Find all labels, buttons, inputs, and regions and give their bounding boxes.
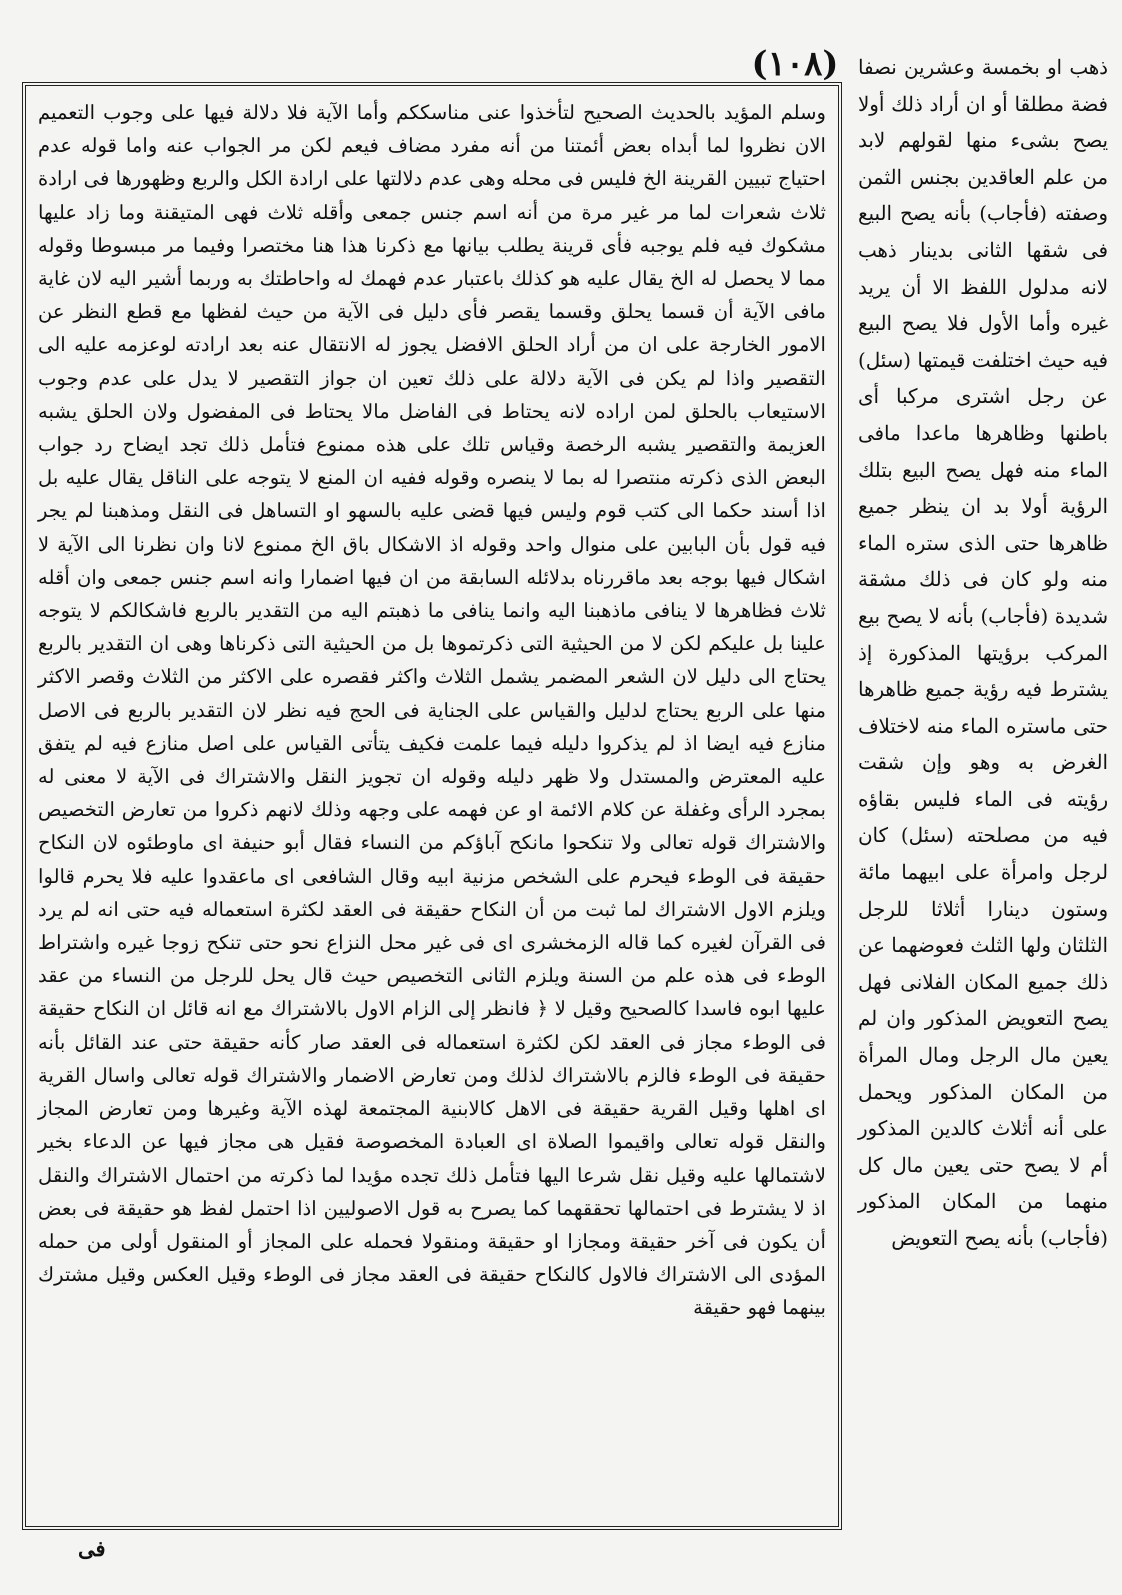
- main-text-frame: [22, 82, 842, 1530]
- page-number: (١٠٨): [751, 44, 839, 84]
- margin-commentary: ذهب او بخمسة وعشرين نصفا فضة مطلقا أو ان أراد ذلك أولا يصح بشىء منها لقولهم لابد من علم العاقدين بجنس الثمن وصفته (فأجاب) بأنه يصح البيع فى شقها الثانى بدينار ذهب لانه مدلول اللفظ الا أن يريد غيره وأما الأول فلا يصح البيع فيه حيث اختلفت قيمتها (سئل) عن رجل اشترى مركبا أى باطنها وظاهرها ماعدا مافى الماء منه فهل يصح البيع بتلك الرؤية أولا بد ان ينظر جميع ظاهرها حتى الذى ستره الماء منه ولو كان فى ذلك مشقة شديدة (فأجاب) بأنه لا يصح بيع المركب برؤيتها المذكورة إذ يشترط فيه رؤية جميع ظاهرها حتى ماستره الماء منه لاختلاف الغرض به وهو وإن شقت رؤيته فى الماء فليس بقاؤه فيه من مصلحته (سئل) كان لرجل وامرأة على ابيهما مائة وستون دينارا أثلاثا للرجل الثلثان ولها الثلث فعوضهما عن ذلك جميع المكان الفلانى فهل يصح التعويض المذكور وان لم يعين مال الرجل ومال المرأة من المكان المذكور ويحمل على أنه أثلاث كالدين المذكور أم لا يصح حتى يعين مال كل منهما من المكان المذكور (فأجاب) بأنه يصح التعويض: [858, 56, 1108, 1250]
- main-catchword: فى: [78, 1536, 106, 1561]
- main-body-text: وسلم المؤيد بالحديث الصحيح لتأخذوا عنى مناسككم وأما الآية فلا دلالة فيها على وجوب التعميم الان نظروا لما أبداه بعض أئمتنا من أنه مفرد مضاف فيعم لكن مر الجواب عنه واما قوله عدم احتياج تبيين القرينة الخ فليس فى محله وهى عدم دلالتها على ارادة الكل والربع وظهورها فى ارادة ثلاث شعرات لما مر غير مرة من أنه اسم جنس جمعى وأقله ثلاث فهى المتيقنة وما زاد عليها مشكوك فيه فلم يوجبه فأى قرينة يطلب بيانها مع ذكرنا هذا هنا مختصرا وفيما مر مبسوطا وقوله مما لا يحصل له الخ يقال عليه هو كذلك باعتبار عدم فهمك له واحاطتك به وربما أشير اليه لان غاية مافى الآية أن قسما يحلق وقسما يقصر فأى دليل فى الآية من حيث لفظها مع قطع النظر عن الامور الخارجة على ان من أراد الحلق الافضل يجوز له الانتقال عنه بعد ارادته لوعزمه عليه الى التقصير واذا لم يكن فى الآية دلالة على ذلك تعين ان جواز التقصير لا يدل على عدم وجوب الاستيعاب بالحلق لمن اراده لانه يحتاط فى الفاضل مالا يحتاط فى المفضول ولان الحلق يشبه العزيمة والتقصير يشبه الرخصة وقياس تلك على هذه ممنوع فتأمل ذلك تجد ايضاح رد جواب البعض الذى ذكرته منتصرا له بما لا ينصره وقوله ففيه ان المنع لا يتوجه على الناقل يقال عليه بل اذا أسند حكما الى كتب قوم وليس فيها قضى عليه بالسهو او التساهل فى النقل ومذهبنا لم يجر فيه قول بأن البابين على منوال واحد وقوله اذ الاشكال باق الخ ممنوع لانا وان نظرنا الى الآية لا اشكال فيها بوجه بعد ماقررناه بدلائله السابقة من ان فيها اضمارا وانه اسم جنس جمعى وان أقله ثلاث فظاهرها لا ينافى ماذهبنا اليه وانما ينافى ما ذهبتم اليه من التقدير بالربع فاشكالكم لا يتوجه علينا بل عليكم لكن لا من الحيثية التى ذكرتموها بل من الحيثية التى ذكرناها وهى ان التقدير بالربع يحتاج الى دليل لان الشعر المضمر يشمل الثلاث واكثر فقصره على الاكثر من الثلاث وقصر الاكثر منها على الربع يحتاج لدليل والقياس على الجناية فى الحج فيه نظر لان التقدير بالربع فى الاصل منازع فيه ايضا اذ لم يذكروا دليله فيما علمت فكيف يتأتى القياس على اصل منازع فيه لم يتفق عليه المعترض والمستدل ولا ظهر دليله وقوله ان تجويز النقل والاشتراك فى الآية لا معنى له بمجرد الرأى وغفلة عن كلام الائمة او عن فهمه على وجهه وذلك لانهم ذكروا من تعارض التخصيص والاشتراك قوله تعالى ولا تنكحوا مانكح آباؤكم من النساء فقال أبو حنيفة اى ماوطئوه لان النكاح حقيقة فى الوطء فيحرم على الشخص مزنية ابيه وقال الشافعى اى ماعقدوا عليه فلا يحرم قالوا ويلزم الاول الاشتراك لما ثبت من أن النكاح حقيقة فى العقد لكثرة استعماله فيه حتى انه لم يرد فى القرآن لغيره كما قاله الزمخشرى اى فى غير محل النزاع نحو حتى تنكح زوجا غيره واشتراط الوطء فى هذه علم من السنة ويلزم الثانى التخصيص حيث قال يحل للرجل من النساء من عقد عليها ابوه فاسدا كالصحيح وقيل لا ﴿ فانظر إلى الزام الاول بالاشتراك مع انه قائل ان النكاح حقيقة فى الوطء مجاز فى العقد لكن لكثرة استعماله فى العقد صار كأنه حقيقة حتى عند القائل بأنه حقيقة فى الوطء فالزم بالاشتراك لذلك ومن تعارض الاضمار والاشتراك قوله تعالى واسال القرية اى اهلها وقيل القرية حقيقة فى الاهل كالابنية المجتمعة لهذه الآية وغيرها ومن تعارض المجاز والنقل قوله تعالى واقيموا الصلاة اى العبادة المخصوصة فقيل هى مجاز فيها عن الدعاء بخير لاشتمالها عليه وقيل نقل شرعا اليها فتأمل ذلك تجده مؤيدا لما ذكرته من احتمال الاشتراك والنقل اذ لا يشترط فى احتمالها تحققهما كما يصرح به قول الاصوليين اذا احتمل لفظ هو حقيقة فى بعض أن يكون فى آخر حقيقة ومجازا او حقيقة ومنقولا فحمله على المجاز أو المنقول أولى من حمله المؤدى الى الاشتراك فالاول كالنكاح حقيقة فى العقد مجاز فى الوطء وقيل العكس وقيل مشترك بينهما فهو حقيقة: [38, 101, 826, 1320]
